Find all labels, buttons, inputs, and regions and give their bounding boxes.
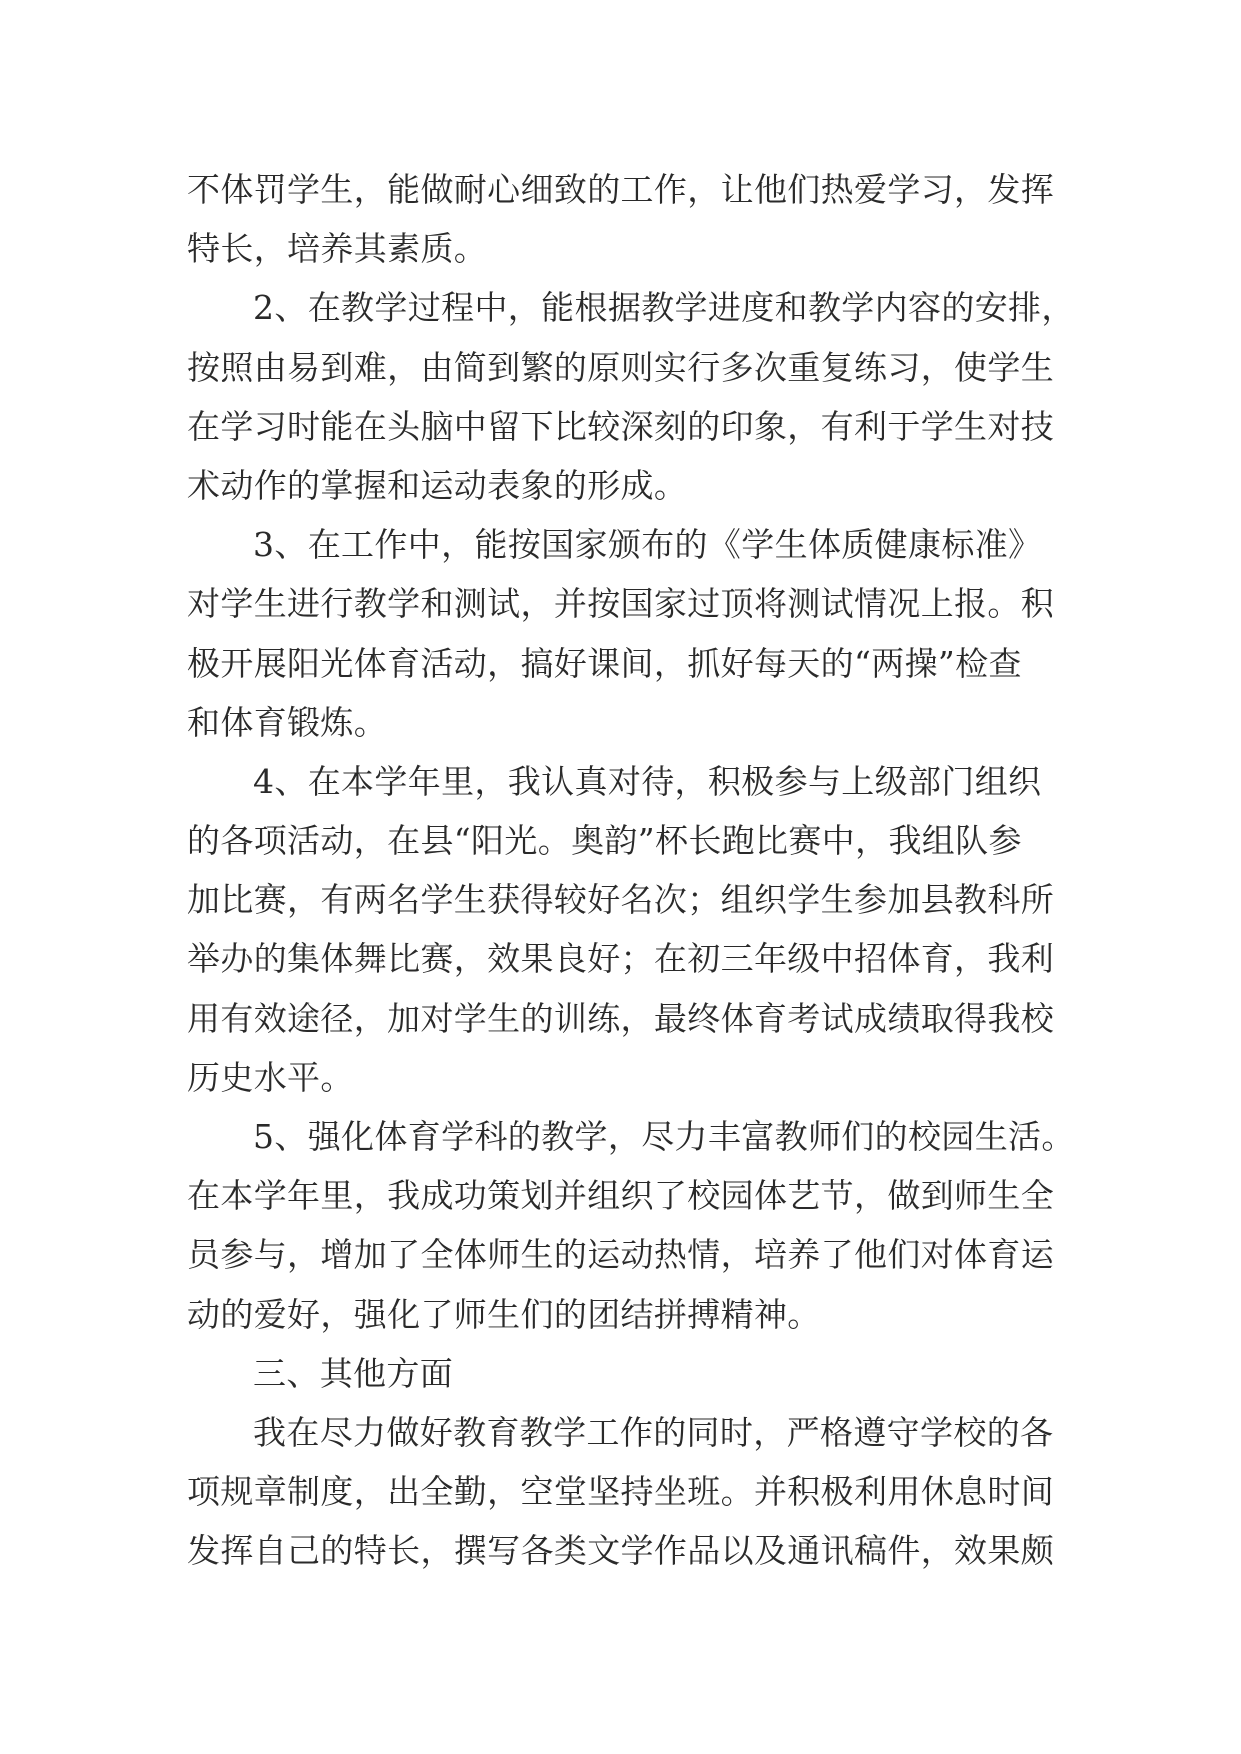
text-line: 不体罚学生，能做耐心细致的工作，让他们热爱学习，发挥 — [187, 170, 1055, 209]
text-line: 对学生进行教学和测试，并按国家过顶将测试情况上报。积 — [187, 584, 1055, 624]
document-body — [187, 160, 1075, 1581]
paragraph-start-line: 5、强化体育学科的教学，尽力丰富教师们的校园生活。 — [253, 1117, 1075, 1156]
paragraph-start-line: 2、在教学过程中，能根据教学进度和教学内容的安排， — [253, 288, 1075, 328]
paragraph-start-line: 我在尽力做好教育教学工作的同时，严格遵守学校的各 — [253, 1412, 1054, 1452]
text-line: 加比赛，有两名学生获得较好名次；组织学生参加县教科所 — [187, 880, 1055, 920]
text-line: 的各项活动，在县“阳光。奥韵”杯长跑比赛中，我组队参 — [187, 821, 1022, 861]
text-line: 员参与，增加了全体师生的运动热情，培养了他们对体育运 — [187, 1235, 1055, 1275]
text-line: 项规章制度，出全勤，空堂坚持坐班。并积极利用休息时间 — [187, 1472, 1055, 1512]
paragraph-start-line: 3、在工作中，能按国家颁布的《学生体质健康标准》 — [253, 525, 1042, 565]
text-line: 用有效途径，加对学生的训练，最终体育考试成绩取得我校 — [187, 998, 1055, 1038]
text-line: 在本学年里，我成功策划并组织了校园体艺节，做到师生全 — [187, 1176, 1055, 1216]
text-line: 特长，培养其素质。 — [187, 229, 488, 269]
text-line: 术动作的掌握和运动表象的形成。 — [187, 465, 688, 505]
text-line: 和体育锻炼。 — [187, 702, 388, 742]
text-line: 按照由易到难，由简到繁的原则实行多次重复练习，使学生 — [187, 347, 1055, 387]
text-line: 历史水平。 — [187, 1057, 354, 1097]
text-line: 举办的集体舞比赛，效果良好；在初三年级中招体育，我利 — [187, 939, 1055, 979]
text-line: 动的爱好，强化了师生们的团结拼搏精神。 — [187, 1294, 821, 1334]
text-line: 发挥自己的特长，撰写各类文学作品以及通讯稿件，效果颇 — [187, 1531, 1055, 1571]
text-line: 在学习时能在头脑中留下比较深刻的印象，有利于学生对技 — [187, 406, 1055, 446]
section-heading: 三、其他方面 — [253, 1353, 454, 1393]
paragraph-start-line: 4、在本学年里，我认真对待，积极参与上级部门组织 — [253, 761, 1042, 801]
text-line: 极开展阳光体育活动，搞好课间，抓好每天的“两操”检查 — [187, 643, 1022, 683]
